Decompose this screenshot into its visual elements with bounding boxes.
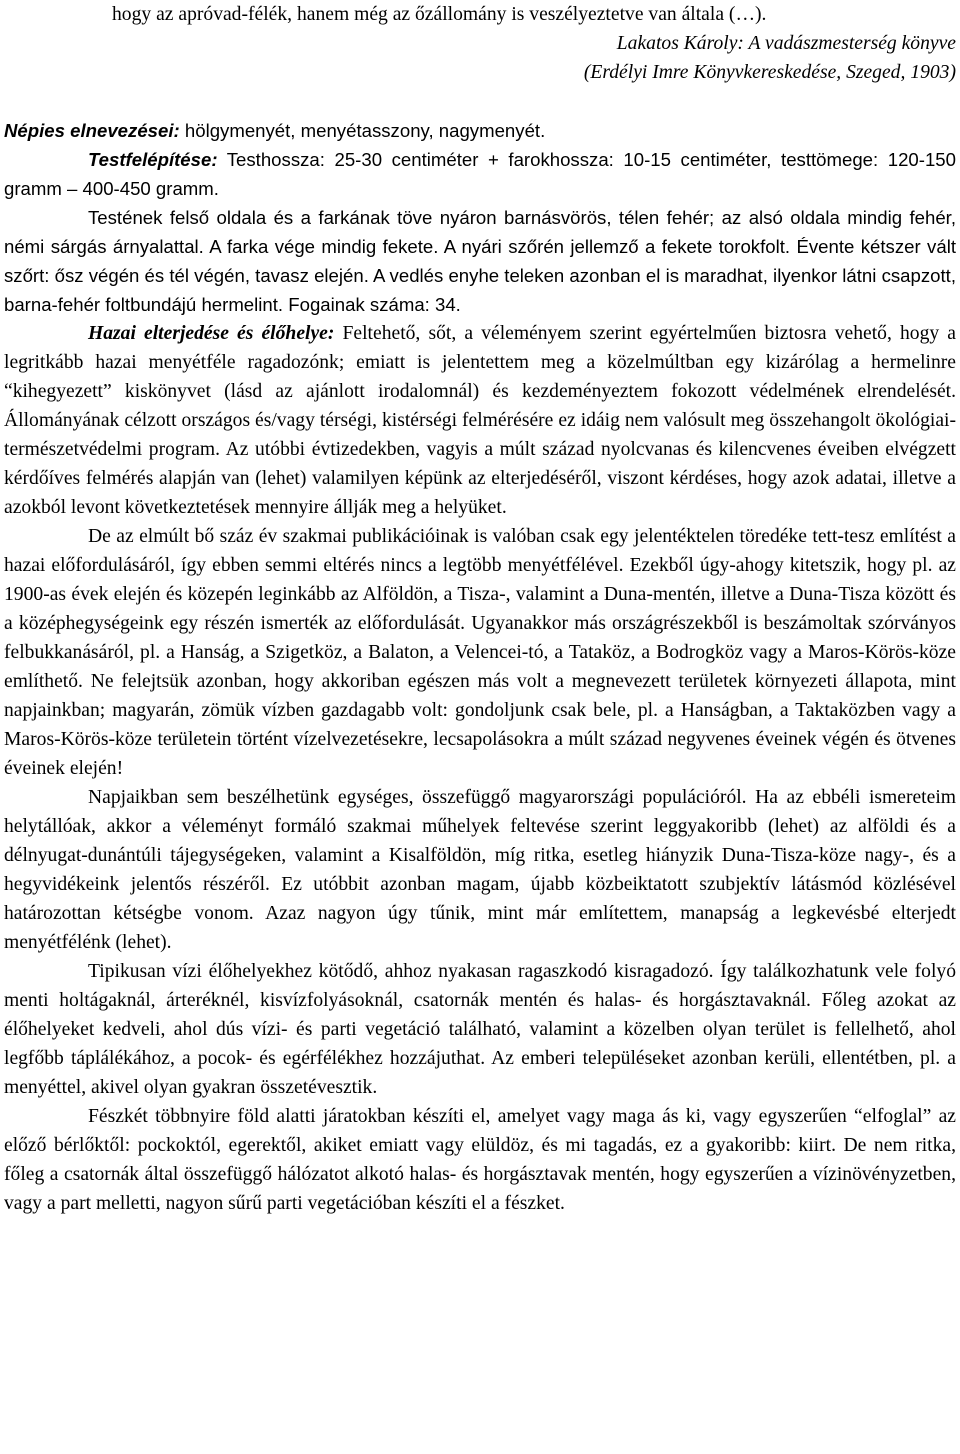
intro-line: hogy az apróvad-félék, hanem még az őzállomány is veszélyeztetve van általa (…). — [112, 4, 767, 25]
distribution-paragraph — [4, 319, 956, 522]
body-build-paragraph — [4, 145, 956, 203]
folk-names-paragraph — [4, 116, 956, 145]
distribution-label: Hazai elterjedése és élőhelye: — [88, 323, 335, 344]
paragraph-nest: Fészkét többnyire föld alatti járatokban készíti el, amelyet vagy maga ás ki, vagy egyszerűen “elfoglal” az előző bérlőktől: pockoktól, egerektől, akiket emiatt vagy elüldöz, és mi tagadás, ez a gyakoribb: kiirt. De nem ritka, főleg a csatornák által összefüggő hálózatot alkotó halas- és horgásztavak mentén, hogy egyszerűen a vízinövényzetben, vagy a part melletti, nagyon sűrű parti vegetációban készíti el a fészket. — [4, 1106, 956, 1214]
folk-names-text: hölgymenyét, menyétasszony, nagymenyét. — [179, 120, 546, 141]
folk-names-label: Népies elnevezései: — [4, 120, 180, 141]
document-page — [4, 0, 956, 1218]
body-build-text: Testhossza: 25-30 centiméter + farokhossza: 10-15 centiméter, testtömege: 120-150 gramm – 400-450 gramm. — [4, 149, 956, 199]
citation-author-title: Lakatos Károly: A vadászmesterség könyve — [616, 33, 956, 54]
coloration-paragraph: Testének felső oldala és a farkának töve nyáron barnásvörös, télen fehér; az alsó oldala mindig fehér, némi sárgás árnyalattal. A farka vége mindig fekete. A nyári szőrén jellemző a fekete torokfolt. Évente kétszer vált szőrt: ősz végén és tél végén, tavasz elején. A vedlés enyhe teleken azonban el is maradhat, ilyenkor látni csapzott, barna-fehér foltbundájú hermelint. Fogainak száma: 34. — [4, 207, 956, 315]
citation-publisher: (Erdélyi Imre Könyvkereskedése, Szeged, 1903) — [583, 62, 956, 83]
paragraph-present-population: Napjaikban sem beszélhetünk egységes, összefüggő magyarországi populációról. Ha az ebbéli ismereteim helytállóak, akkor a véleményt formáló szakmai műhelyek feltevése szerint leggyakoribb (lehet) az alföldi és a délnyugat-dunántúli tájegységeken, valamint a Kisalföldön, míg ritka, esetleg hiányzik Duna-Tisza-köze nagy-, és a hegyvidékeink jelentős részéről. Ez utóbbit azonban magam, újabb közbeiktatott szubjektív látásmód közlésével határozottan kétségbe vonom. Azaz nagyon úgy tűnik, mint már említettem, manapság a legkevésbé elterjedt menyétfélénk (lehet). — [4, 787, 956, 953]
body-build-label: Testfelépítése: — [88, 149, 218, 170]
distribution-text: Feltehető, sőt, a véleményem szerint egyértelműen biztosra vehető, hogy a legritkább hazai menyétféle ragadozónk; emiatt is jelentettem meg a közelmúltban egy kizárólag a hermelinre “kihegyezett” kiskönyvet (lásd az ajánlott irodalomnál) és kezdeményeztem fokozott védelmének elrendelését. Állományának célzott országos és/vagy térségi, kistérségi felmérésére ez idáig nem valósult meg összehangolt ökológiai-természetvédelmi program. Az utóbbi évtizedekben, vagyis a múlt század nyolcvanas és kilencvenes éveiben elvégzett kérdőíves felmérés alapján van (lehet) valamilyen képünk az elterjedéséről, viszont kérdéses, hogy azok adatai, illetve a azokból levont következtetések mennyire állják meg a helyüket. — [4, 323, 956, 518]
paragraph-habitat: Tipikusan vízi élőhelyekhez kötődő, ahhoz nyakasan ragaszkodó kisragadozó. Így találkozhatunk vele folyó menti holtágaknál, árteréknél, kisvízfolyásoknál, csatornák mentén és halas- és horgásztavaknál. Főleg azokat az élőhelyeket kedveli, ahol dús vízi- és parti vegetáció található, valamint a közelben olyan terület is fellelhető, ahol legfőbb táplálékához, a pocok- és egérfélékhez hozzájuthat. Az emberi településeket azonban kerüli, ellentétben, pl. a menyéttel, akivel olyan gyakran összetévesztik. — [4, 961, 956, 1098]
paragraph-historic-records: De az elmúlt bő száz év szakmai publikációinak is valóban csak egy jelentéktelen töredéke tett-tesz említést a hazai előfordulásáról, így ebben semmi eltérés nincs a legtöbb menyétfélével. Ezekből úgy-ahogy kitetszik, hogy pl. az 1900-as évek elején és közepén leginkább az Alföldön, a Tisza-, valamint a Duna-mentén, illetve a Duna-Tisza között és a középhegységeink egy részén ismerték az előfordulását. Ugyanakkor más országrészekből is beszámoltak szórványos felbukkanásáról, pl. a Hanság, a Szigetköz, a Balaton, a Velencei-tó, a Tataköz, a Bodrogköz vagy a Maros-Körös-köze említhető. Ne felejtsük azonban, hogy akkoriban egészen más volt a megnevezett területek környezeti állapota, mint napjainkban; magyarán, zömük vízben gazdagabb volt: gondoljunk csak bele, pl. a Hanságban, a Taktaközben vagy a Maros-Körös-köze területein történt vízelvezetésekre, lecsapolásokra a múlt század negyvenes éveinek végén és ötvenes éveinek elején! — [4, 526, 956, 779]
